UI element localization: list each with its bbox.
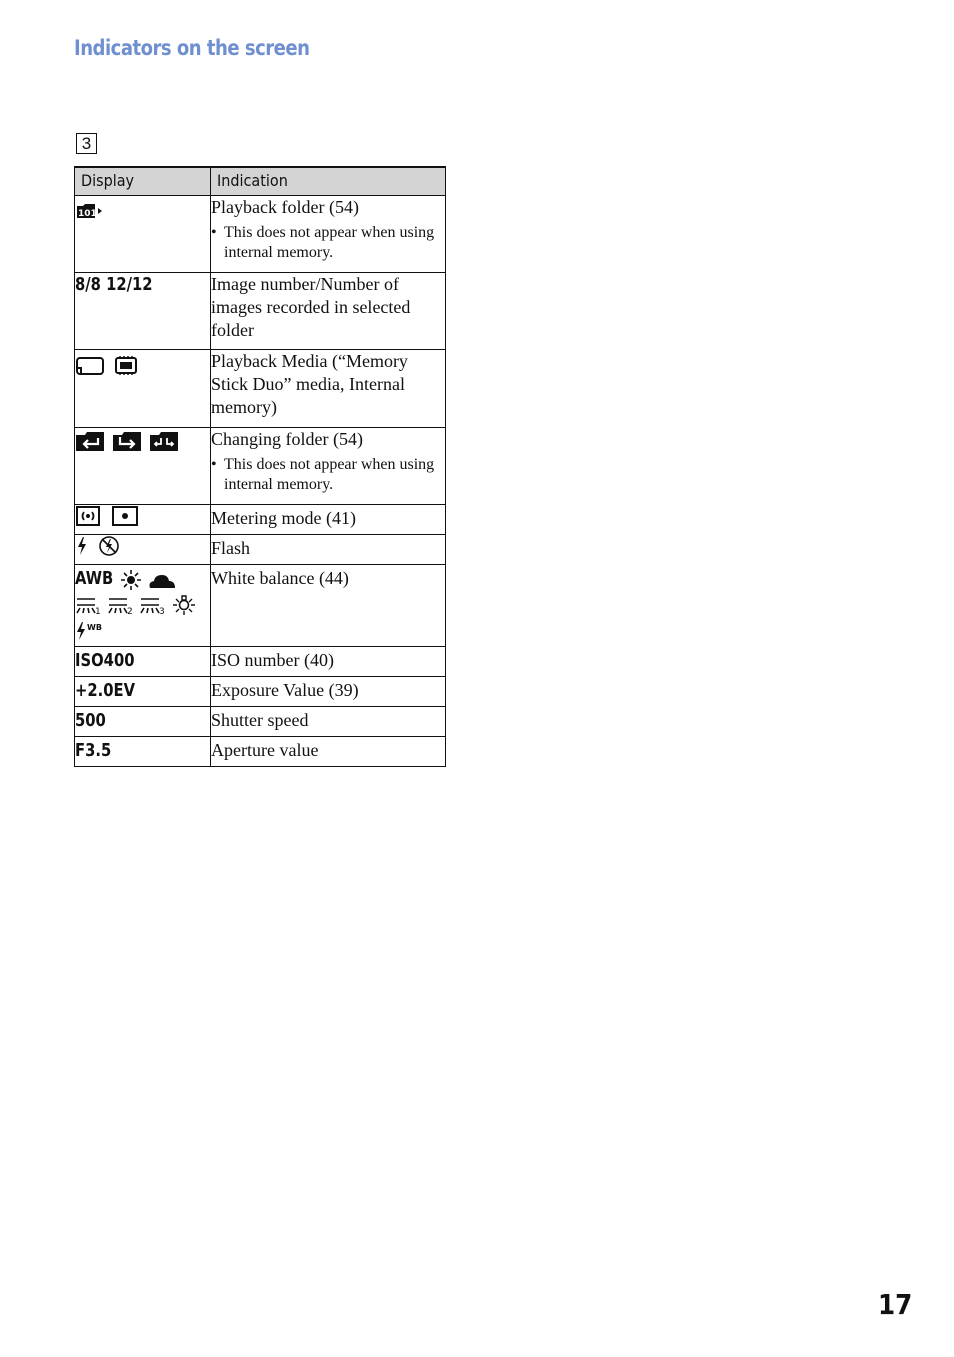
indication-text: Exposure Value (39) (211, 680, 359, 700)
flash-wb-label: WB (87, 623, 102, 632)
indicator-table (74, 166, 446, 767)
internal-memory-icon (113, 354, 139, 376)
indication-text: Playback folder (54) (211, 197, 359, 217)
folder-both-icon (149, 430, 180, 452)
table-row (75, 647, 446, 677)
incandescent-icon (171, 594, 197, 616)
table-row (75, 535, 446, 565)
indication-cell (211, 350, 446, 428)
indication-text: Shutter speed (211, 710, 309, 730)
indication-text: Playback Media (“Memory Stick Duo” media, Internal memory) (211, 351, 408, 417)
table-row (75, 350, 446, 428)
indication-cell (211, 647, 446, 677)
indication-text: White balance (44) (211, 568, 349, 588)
fluorescent-2-label: 2 (127, 607, 133, 616)
indication-text: Flash (211, 538, 251, 558)
folder-next-icon (112, 430, 143, 452)
col-header-display: Display (75, 167, 211, 196)
cloudy-icon (147, 569, 177, 591)
section-number: 3 (76, 133, 97, 154)
display-cell (75, 428, 211, 505)
indication-cell (211, 196, 446, 273)
display-code: F3.5 (75, 740, 112, 761)
indication-cell (211, 505, 446, 535)
indication-text: Aperture value (211, 740, 319, 760)
indication-cell (211, 428, 446, 505)
fluorescent-3-label: 3 (159, 607, 165, 616)
display-code: 500 (75, 710, 106, 731)
indication-text: Changing folder (54) (211, 429, 363, 449)
display-cell (75, 565, 211, 647)
indication-text: Metering mode (41) (211, 508, 356, 528)
fluorescent-1-icon (75, 594, 103, 616)
display-cell (75, 707, 211, 737)
table-header-row (75, 167, 446, 196)
table-row (75, 273, 446, 350)
col-header-indication: Indication (211, 167, 446, 196)
display-code: +2.0EV (75, 680, 136, 701)
display-code: ISO400 (75, 650, 135, 671)
spot-metering-icon (111, 505, 139, 527)
flash-icon (75, 535, 89, 557)
indication-text: Image number/Number of images recorded in selected folder (211, 274, 411, 340)
indication-cell (211, 707, 446, 737)
indication-cell (211, 273, 446, 350)
display-cell (75, 196, 211, 273)
display-cell (75, 350, 211, 428)
multi-metering-icon (75, 505, 101, 527)
table-row (75, 196, 446, 273)
indication-cell (211, 737, 446, 767)
playback-folder-icon (75, 202, 105, 220)
display-cell (75, 677, 211, 707)
table-row (75, 707, 446, 737)
indication-cell (211, 565, 446, 647)
fluorescent-2-icon (107, 594, 135, 616)
daylight-icon (119, 569, 143, 591)
table-row (75, 677, 446, 707)
display-cell (75, 505, 211, 535)
page-header: Indicators on the screen (74, 36, 310, 60)
memory-stick-icon (75, 354, 105, 376)
display-code: 8/8 12/12 (75, 274, 153, 295)
playback-folder-number: 101 (78, 209, 97, 219)
page-number: 17 (878, 1288, 913, 1321)
indication-note: • This does not appear when using internal memory. (211, 224, 435, 261)
awb-code: AWB (75, 568, 114, 589)
fluorescent-1-label: 1 (95, 607, 101, 616)
flash-wb-icon (75, 621, 105, 641)
display-cell (75, 737, 211, 767)
indication-note: • This does not appear when using internal memory. (211, 456, 435, 493)
display-cell (75, 647, 211, 677)
table-row (75, 737, 446, 767)
indication-cell (211, 677, 446, 707)
table-row (75, 565, 446, 647)
indication-cell (211, 535, 446, 565)
display-cell (75, 535, 211, 565)
flash-off-icon (97, 535, 121, 557)
table-row (75, 505, 446, 535)
fluorescent-3-icon (139, 594, 167, 616)
indication-text: ISO number (40) (211, 650, 334, 670)
table-row (75, 428, 446, 505)
folder-previous-icon (75, 430, 106, 452)
display-cell (75, 273, 211, 350)
